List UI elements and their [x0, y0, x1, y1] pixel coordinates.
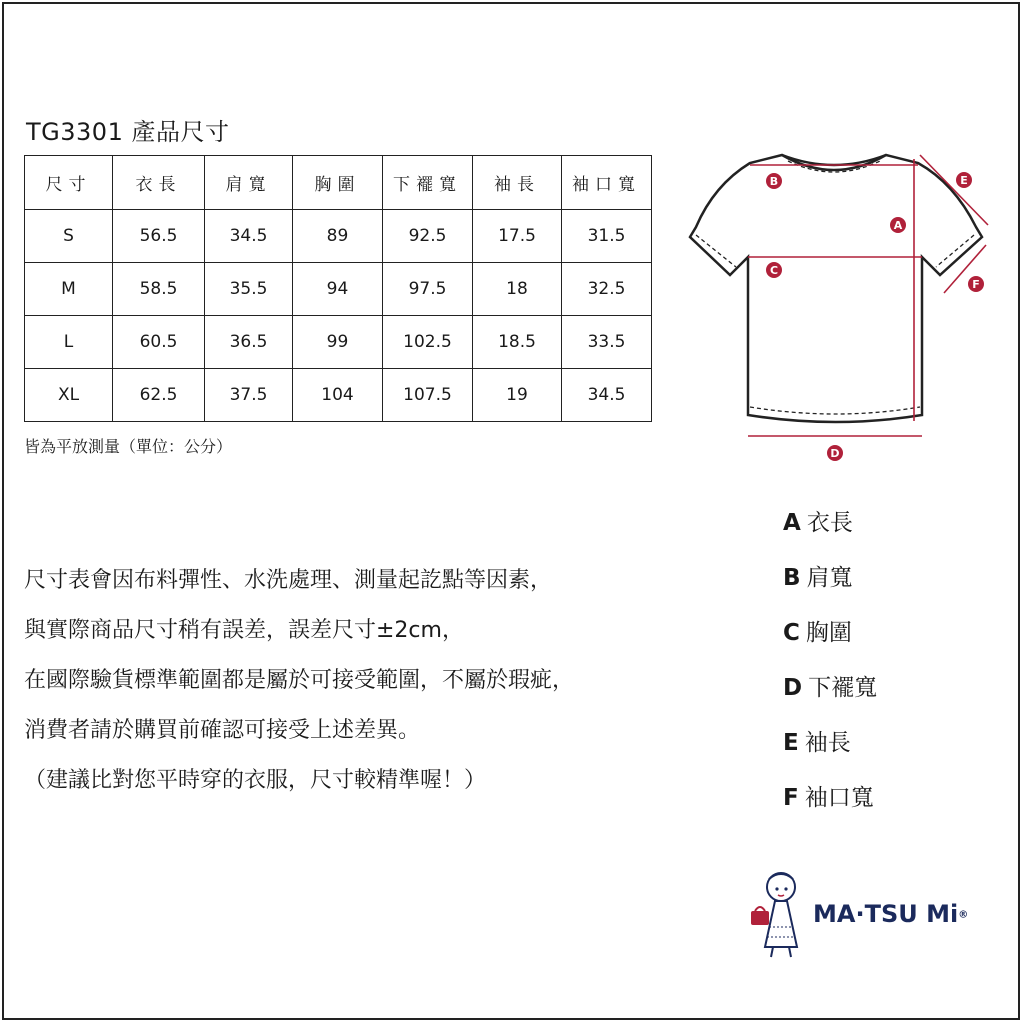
legend-item-a: A 衣長: [783, 510, 853, 536]
measurement-note: 皆為平放測量（單位：公分）: [24, 437, 233, 456]
cell-hem: 97.5: [383, 263, 473, 316]
cell-sleeve: 18: [473, 263, 562, 316]
brand-name: MA·TSU Mi®: [813, 900, 969, 928]
legend-item-c: C 胸圍: [783, 620, 852, 646]
cell-shoulder: 36.5: [205, 316, 293, 369]
marker-a: [890, 217, 906, 233]
marker-f: [968, 276, 984, 292]
cell-cuff: 31.5: [562, 210, 652, 263]
cell-length: 56.5: [113, 210, 205, 263]
disclaimer-line: （建議比對您平時穿的衣服，尺寸較精準喔！）: [24, 768, 487, 793]
legend-item-d: D 下襬寬: [783, 675, 878, 701]
cell-cuff: 32.5: [562, 263, 652, 316]
marker-d: [827, 445, 843, 461]
cell-length: 62.5: [113, 369, 205, 422]
measurement-legend: [783, 496, 877, 826]
marker-c: [766, 262, 782, 278]
col-header-cuff: 袖口寬: [562, 156, 652, 210]
cell-chest: 89: [293, 210, 383, 263]
col-header-length: 衣長: [113, 156, 205, 210]
cell-cuff: 34.5: [562, 369, 652, 422]
cell-size: M: [25, 263, 113, 316]
cell-chest: 104: [293, 369, 383, 422]
svg-text:A: A: [893, 219, 903, 232]
table-row: [25, 263, 652, 316]
table-row: [25, 210, 652, 263]
table-row: [25, 369, 652, 422]
disclaimer-paragraph: [24, 556, 574, 806]
cell-shoulder: 35.5: [205, 263, 293, 316]
cell-chest: 94: [293, 263, 383, 316]
cell-cuff: 33.5: [562, 316, 652, 369]
col-header-size: 尺寸: [25, 156, 113, 210]
tshirt-outline: [690, 155, 982, 422]
disclaimer-line: 尺寸表會因布料彈性、水洗處理、測量起訖點等因素，: [24, 568, 553, 593]
legend-item-b: B 肩寬: [783, 565, 853, 591]
cell-shoulder: 34.5: [205, 210, 293, 263]
cell-size: S: [25, 210, 113, 263]
cell-size: L: [25, 316, 113, 369]
tshirt-diagram: [686, 145, 996, 475]
disclaimer-line: 消費者請於購買前確認可接受上述差異。: [24, 718, 421, 743]
disclaimer-line: 在國際驗貨標準範圍都是屬於可接受範圍，不屬於瑕疵，: [24, 668, 575, 693]
cell-hem: 92.5: [383, 210, 473, 263]
svg-text:D: D: [830, 447, 840, 460]
cell-shoulder: 37.5: [205, 369, 293, 422]
brand-mascot-logo: [745, 867, 811, 959]
marker-b: [766, 173, 782, 189]
svg-text:E: E: [960, 174, 968, 187]
size-table: [24, 155, 652, 422]
cell-length: 60.5: [113, 316, 205, 369]
cell-sleeve: 19: [473, 369, 562, 422]
disclaimer-line: 與實際商品尺寸稍有誤差，誤差尺寸±2cm，: [24, 618, 464, 643]
col-header-sleeve: 袖長: [473, 156, 562, 210]
cell-hem: 107.5: [383, 369, 473, 422]
cell-sleeve: 17.5: [473, 210, 562, 263]
col-header-shoulder: 肩寬: [205, 156, 293, 210]
legend-item-e: E 袖長: [783, 730, 851, 756]
marker-e: [956, 172, 972, 188]
page-title: TG3301 產品尺寸: [26, 118, 230, 146]
svg-text:C: C: [769, 264, 779, 277]
cell-hem: 102.5: [383, 316, 473, 369]
table-row: [25, 316, 652, 369]
cell-length: 58.5: [113, 263, 205, 316]
cell-size: XL: [25, 369, 113, 422]
col-header-chest: 胸圍: [293, 156, 383, 210]
svg-text:B: B: [769, 175, 779, 188]
cell-sleeve: 18.5: [473, 316, 562, 369]
cell-chest: 99: [293, 316, 383, 369]
table-header-row: [25, 156, 652, 210]
col-header-hem: 下襬寬: [383, 156, 473, 210]
legend-item-f: F 袖口寬: [783, 785, 874, 811]
svg-text:F: F: [972, 278, 980, 291]
